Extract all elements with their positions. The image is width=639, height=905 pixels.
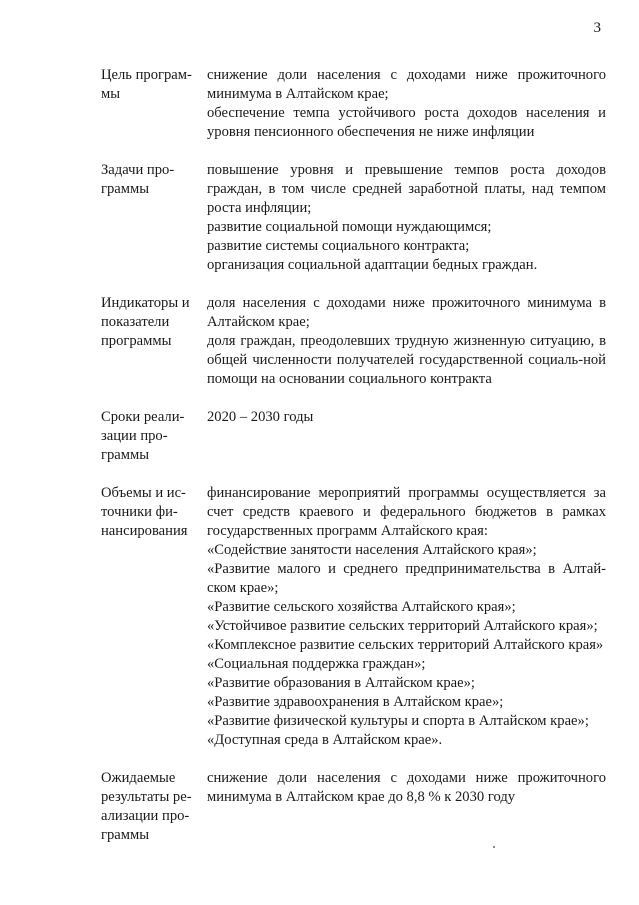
content-paragraph: обеспечение темпа устойчивого роста доходов населения и уровня пенсионного обеспечения не ниже инфляции — [207, 105, 606, 140]
label-line: показатели — [101, 314, 170, 330]
content-paragraph: «Развитие образования в Алтайском крае»; — [207, 675, 475, 691]
passport-row-goal — [101, 66, 606, 142]
row-content — [207, 294, 606, 389]
row-label — [101, 408, 204, 465]
content-paragraph: «Комплексное развитие сельских территорий Алтайского края» — [207, 637, 604, 653]
content-paragraph: развитие социальной помощи нуждающимся; — [207, 219, 492, 235]
row-content — [207, 484, 606, 750]
passport-row-timeline — [101, 408, 606, 465]
label-line: программы — [101, 333, 172, 349]
row-content — [207, 408, 606, 465]
content-paragraph: финансирование мероприятий программы осуществляется за счет средств краевого и федерального бюджетов в рамках государственных программ Алтайского края: — [207, 485, 606, 539]
row-content — [207, 66, 606, 142]
content-paragraph: развитие системы социального контракта; — [207, 238, 470, 254]
content-paragraph: доля населения с доходами ниже прожиточного минимума в Алтайском крае; — [207, 295, 606, 330]
passport-row-tasks — [101, 161, 606, 275]
label-line: мы — [101, 86, 121, 102]
label-line: ализации про- — [101, 808, 190, 824]
passport-row-funding — [101, 484, 606, 750]
row-label — [101, 161, 204, 275]
label-line: Объемы и ис- — [101, 485, 186, 501]
content-paragraph: «Развитие сельского хозяйства Алтайского края»; — [207, 599, 516, 615]
label-line: Ожидаемые — [101, 770, 176, 786]
row-content — [207, 161, 606, 275]
content-paragraph: «Развитие малого и среднего предпринимательства в Алтай-ском крае»; — [207, 561, 606, 596]
content-paragraph: организация социальной адаптации бедных граждан. — [207, 257, 538, 273]
label-line: точники фи- — [101, 504, 178, 520]
page-number: 3 — [593, 20, 601, 36]
content-paragraph: доля граждан, преодолевших трудную жизненную ситуацию, в общей численности получателей государственной социаль-ной помощи на основании социального контракта — [207, 333, 606, 387]
label-line: нансирования — [101, 523, 188, 539]
label-line: зации про- — [101, 428, 168, 444]
label-line: Сроки реали- — [101, 409, 185, 425]
program-passport — [101, 66, 606, 864]
content-paragraph: «Развитие физической культуры и спорта в Алтайском крае»; — [207, 713, 589, 729]
label-line: Задачи про- — [101, 162, 175, 178]
content-paragraph: «Доступная среда в Алтайском крае». — [207, 732, 443, 748]
label-line: Цель програм- — [101, 67, 192, 83]
content-paragraph: снижение доли населения с доходами ниже прожиточного минимума в Алтайском крае; — [207, 67, 606, 102]
content-paragraph: 2020 – 2030 годы — [207, 409, 314, 425]
label-line: граммы — [101, 181, 150, 197]
label-line: результаты ре- — [101, 789, 192, 805]
content-paragraph: снижение доли населения с доходами ниже прожиточного минимума в Алтайском крае до 8,8 % к 2030 году — [207, 770, 606, 805]
row-label — [101, 66, 204, 142]
label-line: граммы — [101, 447, 150, 463]
content-paragraph: «Развитие здравоохранения в Алтайском крае»; — [207, 694, 504, 710]
row-label — [101, 484, 204, 750]
scan-speck — [493, 846, 495, 848]
row-label — [101, 294, 204, 389]
row-content — [207, 769, 606, 845]
content-paragraph: повышение уровня и превышение темпов роста доходов граждан, в том числе средней заработной платы, над темпом роста инфляции; — [207, 162, 606, 216]
label-line: граммы — [101, 827, 150, 843]
content-paragraph: «Социальная поддержка граждан»; — [207, 656, 426, 672]
row-label — [101, 769, 204, 845]
passport-row-indicators — [101, 294, 606, 389]
passport-row-results — [101, 769, 606, 845]
content-paragraph: «Содействие занятости населения Алтайского края»; — [207, 542, 537, 558]
label-line: Индикаторы и — [101, 295, 190, 311]
content-paragraph: «Устойчивое развитие сельских территорий Алтайского края»; — [207, 618, 598, 634]
